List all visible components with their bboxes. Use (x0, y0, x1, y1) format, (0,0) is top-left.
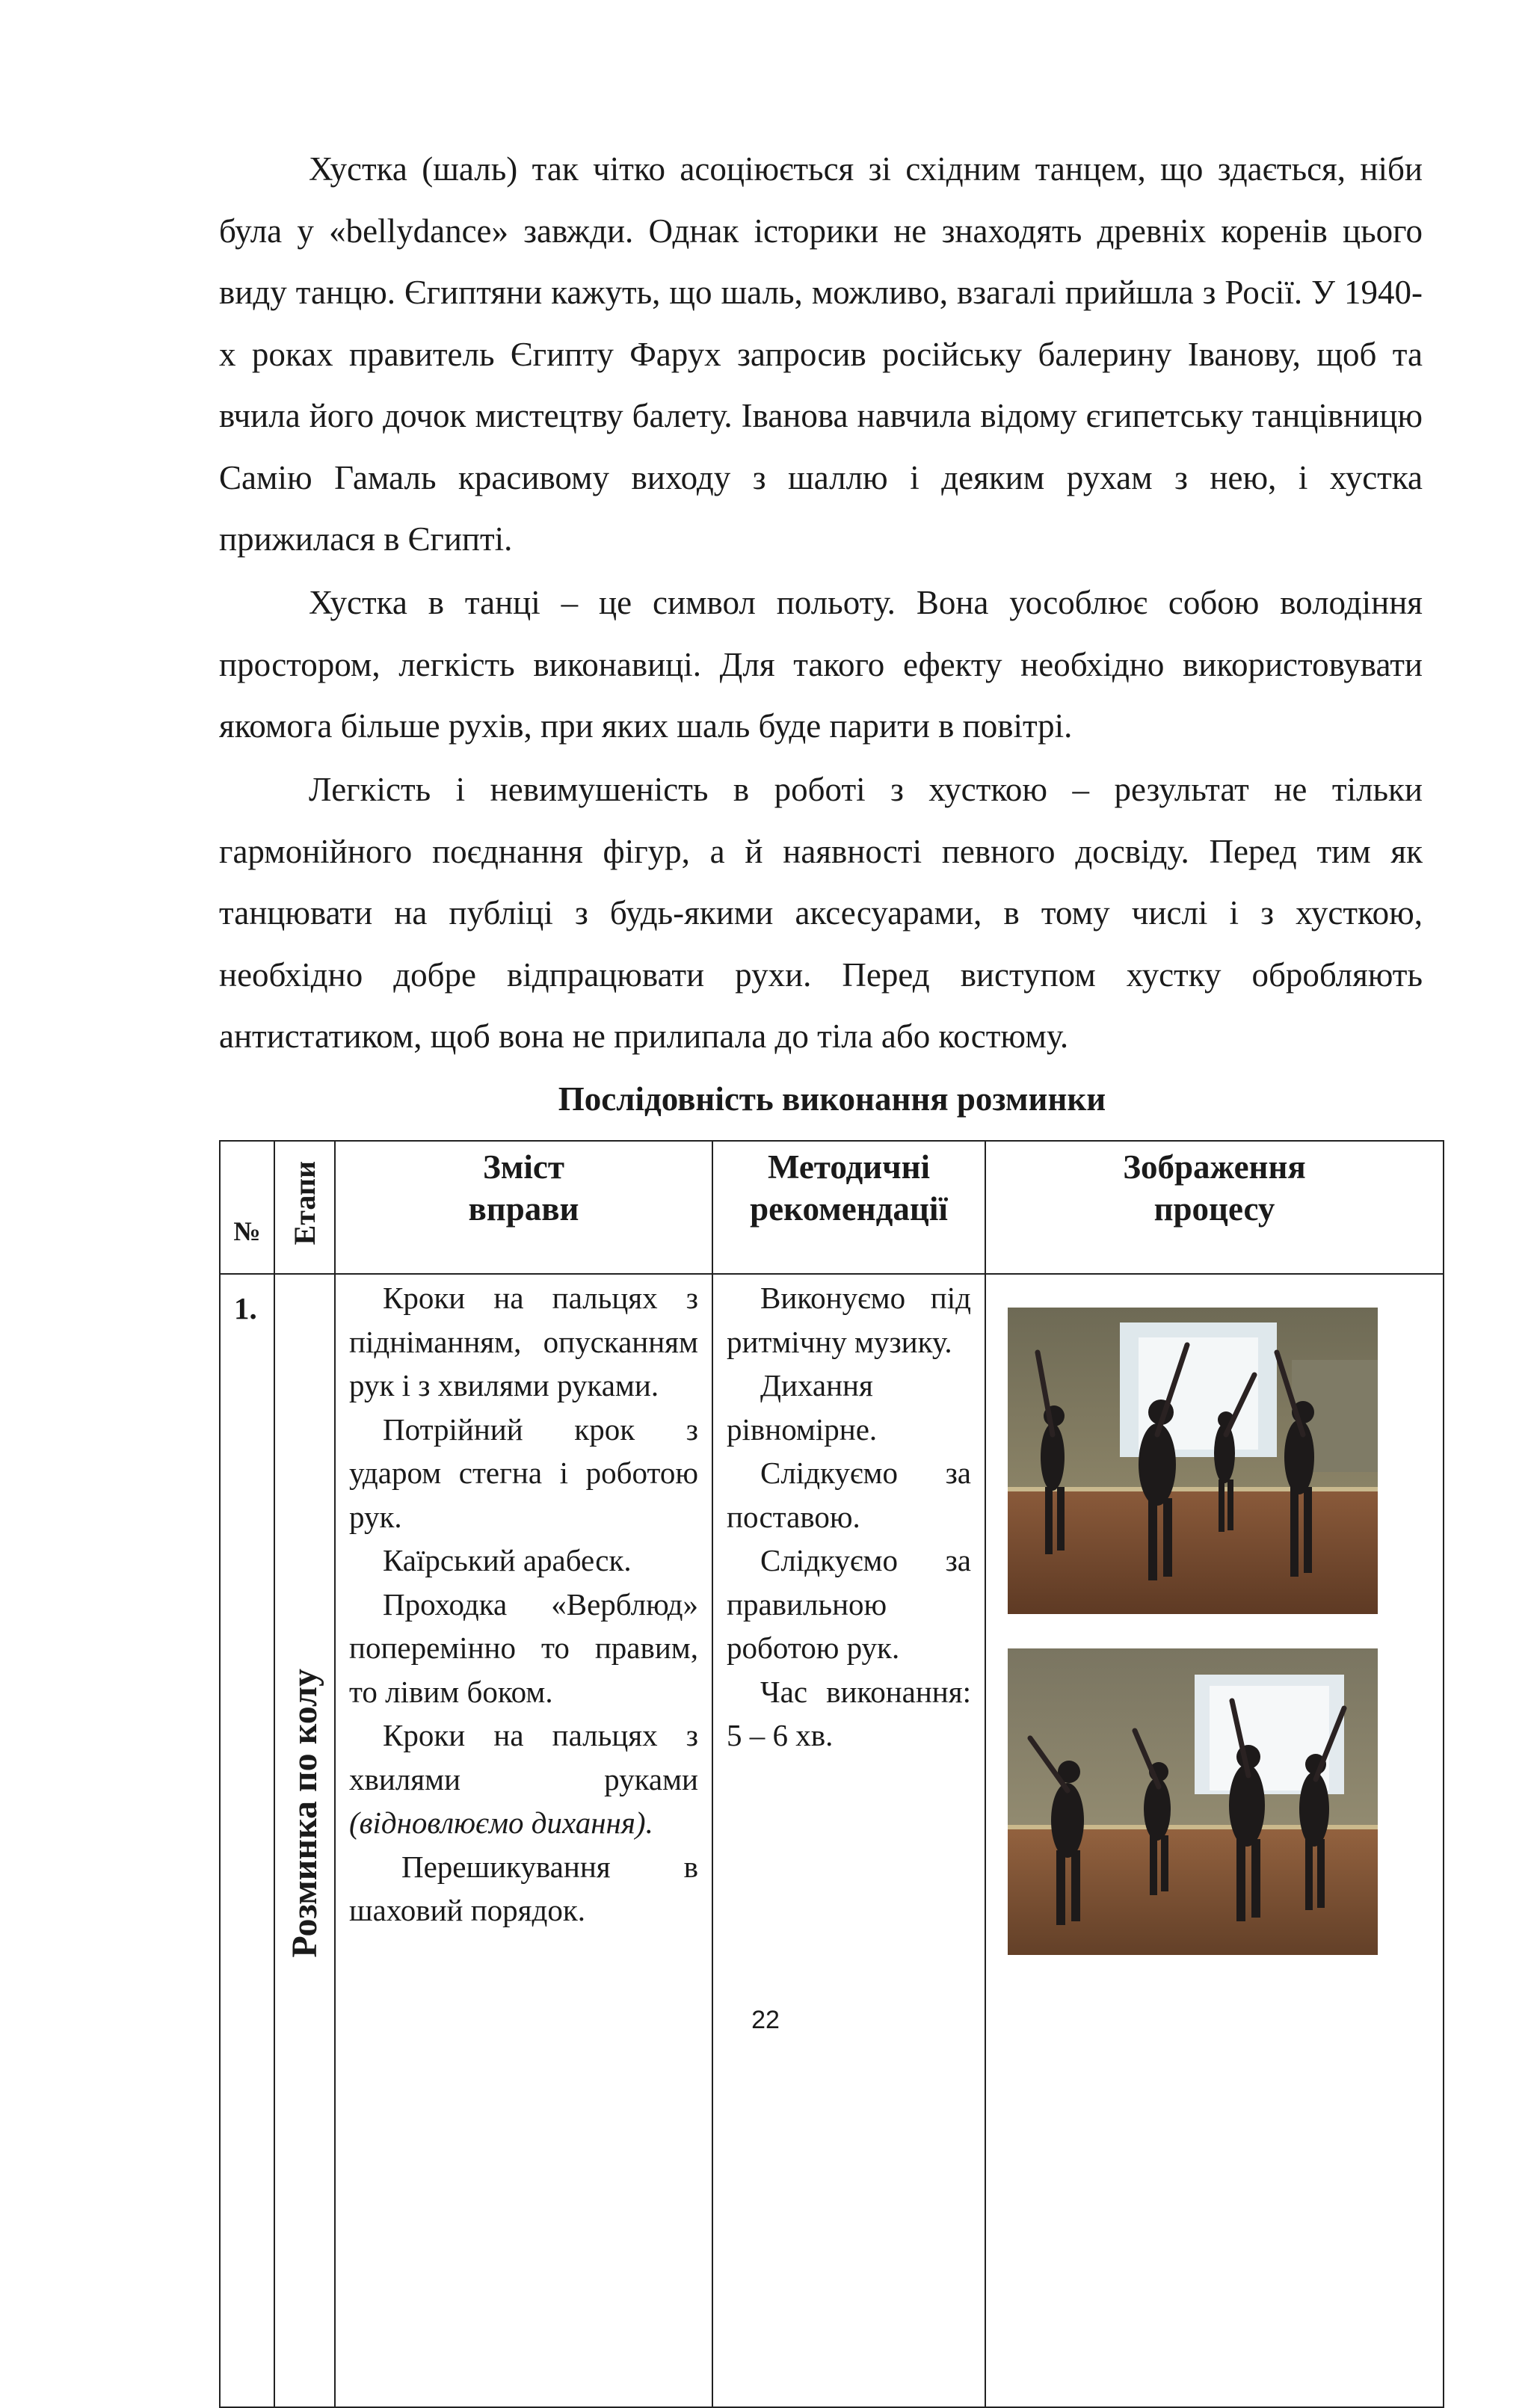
header-image (985, 1141, 1444, 1274)
header-image-line2: процесу (1153, 1190, 1275, 1228)
dance-photo-1 (1008, 1308, 1378, 1614)
paragraph-3: Легкість і невимушеність в роботі з хусткою – результат не тільки гармонійного поєднання фігур, а й наявності певного досвіду. Перед тим як танцювати на публіці з будь-якими аксесуарами, в тому числі і з хусткою, необхідно добре відпрацювати рухи. Перед виступом хустку обробляють антистатиком, щоб вона не прилипала до тіла або костюму. (219, 771, 1423, 1055)
row-number: 1. (220, 1274, 274, 2407)
row-method (712, 1274, 985, 2407)
paragraph-1: Хустка (шаль) так чітко асоціюється зі східним танцем, що здається, ніби була у «bellydance» завжди. Однак історики не знаходять древніх коренів цього виду танцю. Єгиптяни кажуть, що шаль, можливо, взагалі прийшла з Росії. У 1940-х роках правитель Єгипту Фарух запросив російську балерину Іванову, щоб та вчила його дочок мистецтву балету. Іванова навчила відому єгипетську танцівницю Самію Гамаль красивому виходу з шаллю і деяким рухам з нею, і хустка прижилася в Єгипті. (219, 150, 1423, 558)
warmup-table (219, 1140, 1444, 2408)
header-stage (274, 1141, 335, 1274)
header-content-line2: вправи (468, 1190, 579, 1228)
content-item (349, 1713, 698, 1845)
dance-photo-2 (1008, 1648, 1378, 1955)
method-item: Слідкуємо за поставою. (727, 1456, 971, 1534)
method-item: Слідкуємо за правильною роботою рук. (727, 1543, 971, 1665)
content-item: Проходка «Верблюд» поперемінно то правим, то лівим боком. (349, 1586, 698, 1709)
content-item: Каїрський арабеск. (383, 1543, 632, 1577)
content-item: Кроки на пальцях з підніманням, опусканням рук і з хвилями руками. (349, 1281, 698, 1402)
method-item: Дихання рівномірне. (727, 1368, 878, 1447)
row-images (985, 1274, 1444, 2407)
row-stage (274, 1274, 335, 2407)
paragraph-2: Хустка в танці – це символ польоту. Вона уособлює собою володіння простором, легкість виконавиці. Для такого ефекту необхідно використовувати якомога більше рухів, при яких шаль буде парити в повітрі. (219, 584, 1423, 745)
header-content-line1: Зміст (483, 1148, 564, 1186)
header-method (712, 1141, 985, 1274)
content-item-italic: (відновлюємо дихання). (349, 1805, 653, 1840)
content-item-text: Кроки на пальцях з хвилями руками (349, 1718, 698, 1796)
table-row (220, 1274, 1444, 2407)
table-caption: Послідовність виконання розминки (558, 1080, 1106, 1118)
header-method-line1: Методичні (767, 1148, 931, 1186)
header-image-line1: Зображення (1123, 1148, 1306, 1186)
header-method-line2: рекомендації (750, 1190, 948, 1228)
row-stage-label: Розминка по колу (284, 1668, 324, 1958)
content-item: Перешикування в шаховий порядок. (349, 1849, 698, 1927)
table-header-row (220, 1141, 1444, 1274)
method-item: Виконуємо під ритмічну музику. (727, 1281, 971, 1359)
method-item: Час виконання: 5 – 6 хв. (727, 1674, 971, 1752)
content-item: Потрійний крок з ударом стегна і роботою рук. (349, 1411, 698, 1534)
page-number: 22 (751, 2006, 780, 2034)
row-content (335, 1274, 712, 2407)
header-content (335, 1141, 712, 1274)
header-number: № (220, 1141, 274, 1274)
header-stage-label: Етапи (287, 1160, 321, 1245)
